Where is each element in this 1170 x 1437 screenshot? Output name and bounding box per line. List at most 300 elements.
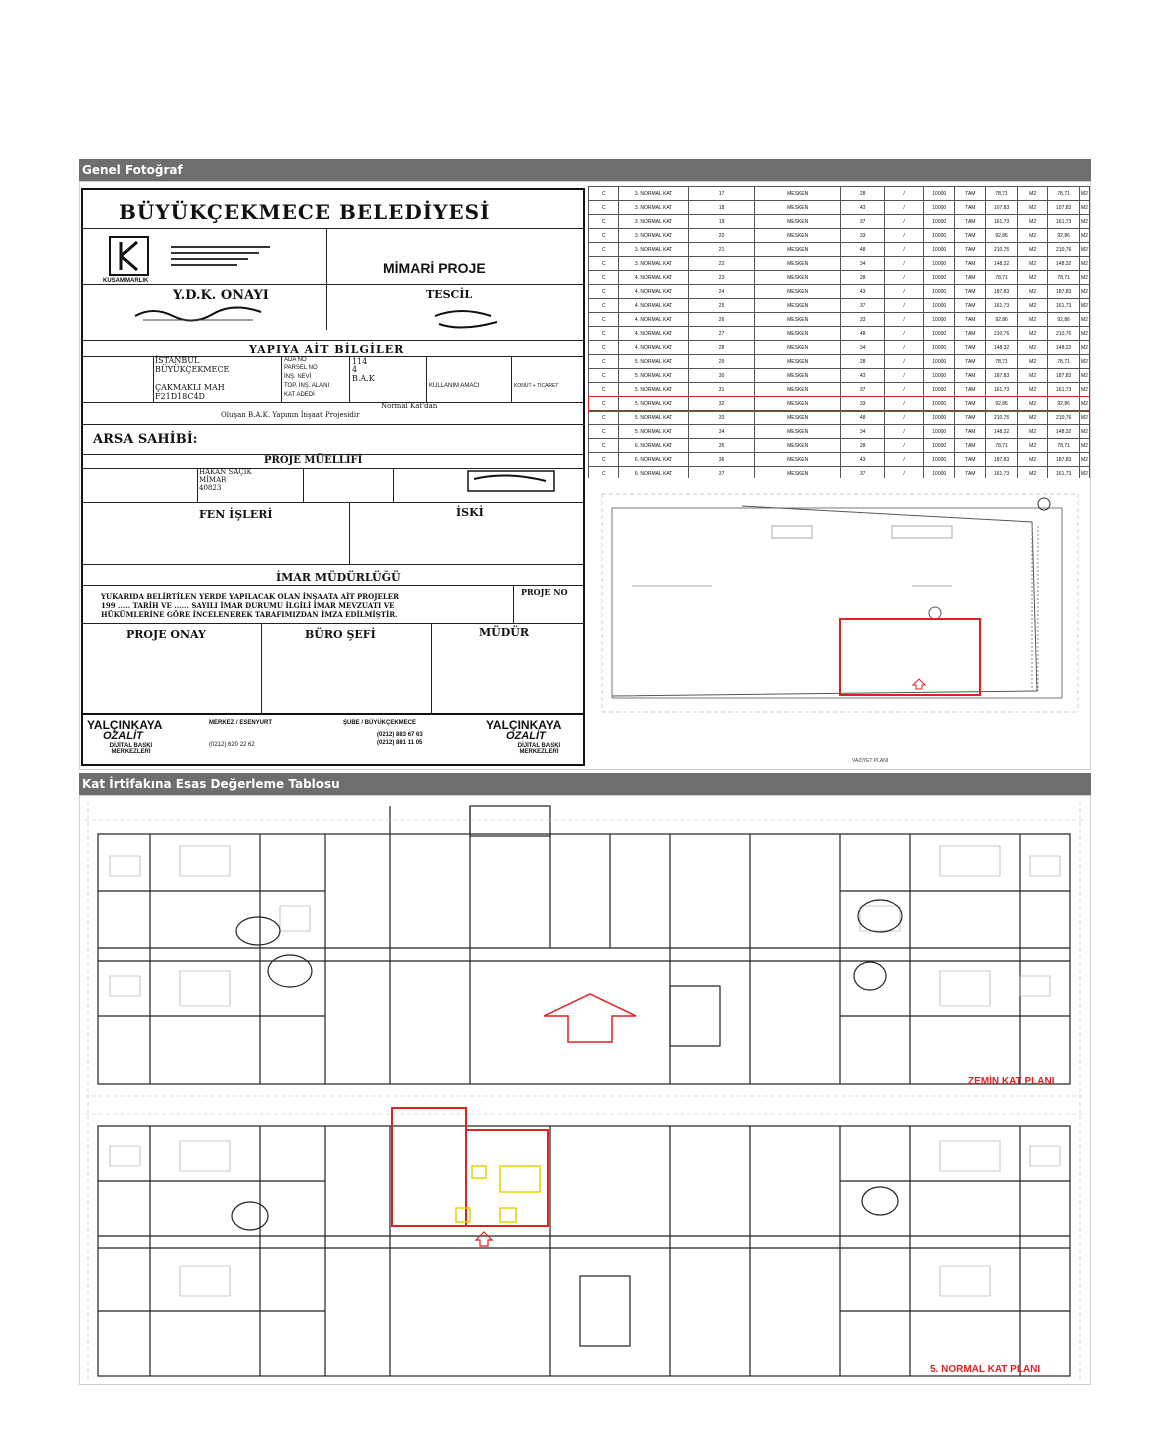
floor-note-2: Oluşan B.A.K. Yapının İnşaat Projesidir — [221, 411, 360, 419]
unit-cell-block: C — [589, 425, 619, 439]
architect-firm: KUSAMMARLIK — [103, 278, 149, 284]
section-header-valuation-table: Kat İrtifakına Esas Değerleme Tablosu — [79, 773, 1091, 795]
site-plan-highlight — [839, 618, 981, 696]
unit-cell-area2: 92,86 — [1048, 229, 1079, 243]
unit-cell-total: 10000 — [924, 425, 955, 439]
unit-cell-unit2: M2 — [1079, 201, 1089, 215]
unit-cell-no: 18 — [688, 201, 754, 215]
unit-cell-unit: M2 — [1017, 467, 1048, 479]
usage-value: KONUT + TİCARET — [514, 383, 559, 389]
project-approval: PROJE ONAY — [126, 628, 206, 641]
unit-cell-share: 28 — [841, 355, 885, 369]
unit-cell-block: C — [589, 243, 619, 257]
unit-cell-status: TAM — [955, 425, 986, 439]
unit-cell-unit: M2 — [1017, 243, 1048, 257]
unit-cell-unit: M2 — [1017, 285, 1048, 299]
unit-cell-total: 10000 — [924, 271, 955, 285]
unit-cell-block: C — [589, 271, 619, 285]
unit-cell-no: 27 — [688, 327, 754, 341]
unit-cell-floor: 3. NORMAL KAT — [619, 215, 689, 229]
unit-cell-area2: 187,83 — [1048, 453, 1079, 467]
unit-cell-area: 78,71 — [986, 355, 1017, 369]
unit-cell-total: 10000 — [924, 327, 955, 341]
ada-value: 114 — [352, 357, 368, 366]
unit-cell-slash: / — [885, 425, 924, 439]
unit-cell-use: MESKEN — [755, 369, 841, 383]
zoning-text-3: HÜKÜMLERİNE GÖRE İNCELENEREK TARAFIMIZDAN İMZA EDİLMİŞTİR. — [101, 610, 398, 619]
municipality-title: BÜYÜKÇEKMECE BELEDİYESİ — [119, 200, 491, 224]
unit-cell-area2: 187,83 — [1048, 369, 1079, 383]
unit-cell-area: 92,86 — [986, 397, 1017, 411]
unit-cell-block: C — [589, 299, 619, 313]
parsel-label: PARSEL NO — [284, 365, 318, 371]
fen-isleri: FEN İŞLERİ — [199, 508, 273, 521]
registration-stamp — [431, 306, 501, 336]
unit-cell-block: C — [589, 439, 619, 453]
unit-cell-share: 48 — [841, 243, 885, 257]
zoning-office: İMAR MÜDÜRLÜĞÜ — [276, 571, 401, 584]
unit-cell-floor: 4. NORMAL KAT — [619, 299, 689, 313]
unit-cell-use: MESKEN — [755, 257, 841, 271]
unit-cell-slash: / — [885, 229, 924, 243]
land-owner: ARSA SAHİBİ: — [93, 432, 198, 447]
unit-cell-share: 28 — [841, 271, 885, 285]
unit-cell-total: 10000 — [924, 453, 955, 467]
unit-cell-floor: 4. NORMAL KAT — [619, 327, 689, 341]
unit-cell-share: 48 — [841, 411, 885, 425]
unit-cell-unit: M2 — [1017, 299, 1048, 313]
unit-table-row — [589, 355, 1090, 369]
unit-cell-use: MESKEN — [755, 439, 841, 453]
unit-cell-share: 34 — [841, 257, 885, 271]
unit-cell-use: MESKEN — [755, 187, 841, 201]
unit-cell-unit2: M2 — [1079, 271, 1089, 285]
unit-cell-no: 19 — [688, 215, 754, 229]
unit-cell-status: TAM — [955, 215, 986, 229]
unit-table-row — [589, 285, 1090, 299]
unit-cell-no: 26 — [688, 313, 754, 327]
unit-cell-share: 37 — [841, 215, 885, 229]
unit-table-row — [589, 383, 1090, 397]
unit-cell-unit: M2 — [1017, 271, 1048, 285]
unit-cell-status: TAM — [955, 285, 986, 299]
unit-cell-use: MESKEN — [755, 383, 841, 397]
registration-label: TESCİL — [426, 288, 473, 301]
printer-right-sub: DİJİTAL BASKI MERKEZLERİ — [517, 743, 561, 755]
unit-cell-total: 10000 — [924, 383, 955, 397]
unit-cell-unit2: M2 — [1079, 411, 1089, 425]
unit-cell-block: C — [589, 257, 619, 271]
unit-cell-block: C — [589, 453, 619, 467]
unit-cell-area: 161,73 — [986, 299, 1017, 313]
unit-cell-no: 29 — [688, 355, 754, 369]
printer-left-name: YALÇINKAYA — [87, 718, 163, 732]
unit-table-row — [589, 313, 1090, 327]
unit-cell-area2: 210,76 — [1048, 243, 1079, 257]
unit-cell-use: MESKEN — [755, 467, 841, 479]
map-sheet-value: F21D18C4D — [155, 392, 205, 401]
unit-cell-area: 78,71 — [986, 187, 1017, 201]
unit-cell-unit2: M2 — [1079, 467, 1089, 479]
unit-cell-unit: M2 — [1017, 327, 1048, 341]
unit-cell-share: 37 — [841, 383, 885, 397]
unit-cell-slash: / — [885, 243, 924, 257]
unit-cell-status: TAM — [955, 187, 986, 201]
usage-label: KULLANIM AMACI — [429, 383, 480, 389]
unit-cell-no: 22 — [688, 257, 754, 271]
unit-table-row — [589, 467, 1090, 479]
unit-cell-total: 10000 — [924, 187, 955, 201]
unit-cell-block: C — [589, 341, 619, 355]
unit-cell-use: MESKEN — [755, 215, 841, 229]
unit-table-row — [589, 243, 1090, 257]
author-name: HAKAN SAÇIK — [199, 468, 252, 476]
unit-cell-block: C — [589, 467, 619, 479]
unit-cell-use: MESKEN — [755, 271, 841, 285]
unit-cell-unit2: M2 — [1079, 425, 1089, 439]
ydk-signature — [133, 304, 263, 324]
unit-cell-floor: 4. NORMAL KAT — [619, 285, 689, 299]
unit-cell-area: 148,32 — [986, 341, 1017, 355]
unit-cell-status: TAM — [955, 411, 986, 425]
unit-cell-use: MESKEN — [755, 327, 841, 341]
unit-cell-unit: M2 — [1017, 397, 1048, 411]
printer-center: MERKEZ / ESENYURT — [209, 720, 273, 726]
unit-cell-use: MESKEN — [755, 201, 841, 215]
unit-cell-use: MESKEN — [755, 425, 841, 439]
unit-cell-slash: / — [885, 383, 924, 397]
unit-cell-unit2: M2 — [1079, 439, 1089, 453]
unit-table-row — [589, 397, 1090, 411]
director: MÜDÜR — [479, 626, 530, 639]
unit-cell-use: MESKEN — [755, 229, 841, 243]
unit-cell-unit2: M2 — [1079, 229, 1089, 243]
unit-cell-share: 28 — [841, 439, 885, 453]
unit-cell-no: 37 — [688, 467, 754, 479]
district-value: BÜYÜKÇEKMECE — [155, 365, 230, 374]
unit-cell-floor: 6. NORMAL KAT — [619, 453, 689, 467]
unit-cell-use: MESKEN — [755, 299, 841, 313]
construction-value: B.A.K — [352, 374, 375, 383]
unit-cell-block: C — [589, 411, 619, 425]
unit-cell-share: 43 — [841, 369, 885, 383]
unit-cell-floor: 5. NORMAL KAT — [619, 369, 689, 383]
unit-cell-status: TAM — [955, 271, 986, 285]
unit-cell-total: 10000 — [924, 369, 955, 383]
site-plan-label: VAZİYET PLANI — [852, 758, 889, 764]
unit-table-row — [589, 425, 1090, 439]
unit-table-row — [589, 327, 1090, 341]
unit-cell-no: 24 — [688, 285, 754, 299]
unit-cell-slash: / — [885, 453, 924, 467]
unit-cell-block: C — [589, 327, 619, 341]
unit-cell-no: 23 — [688, 271, 754, 285]
iski: İSKİ — [456, 506, 484, 519]
unit-cell-use: MESKEN — [755, 313, 841, 327]
unit-cell-total: 10000 — [924, 215, 955, 229]
province-value: İSTANBUL — [155, 356, 200, 365]
firm-address-block — [171, 242, 281, 278]
printer-phone-1: (0212) 883 67 63 — [377, 732, 423, 738]
unit-cell-area2: 161,73 — [1048, 299, 1079, 313]
unit-cell-unit: M2 — [1017, 453, 1048, 467]
unit-cell-slash: / — [885, 355, 924, 369]
unit-cell-floor: 3. NORMAL KAT — [619, 257, 689, 271]
unit-cell-slash: / — [885, 327, 924, 341]
printer-branch: ŞUBE / BÜYÜKÇEKMECE — [343, 720, 417, 726]
unit-table-row — [589, 411, 1090, 425]
unit-cell-slash: / — [885, 341, 924, 355]
unit-cell-area: 148,32 — [986, 257, 1017, 271]
unit-cell-no: 30 — [688, 369, 754, 383]
project-type: MİMARİ PROJE — [383, 260, 486, 276]
unit-table-row — [589, 215, 1090, 229]
unit-cell-share: 37 — [841, 467, 885, 479]
unit-cell-unit2: M2 — [1079, 453, 1089, 467]
unit-cell-unit2: M2 — [1079, 327, 1089, 341]
building-info-title: YAPIYA AİT BİLGİLER — [249, 343, 405, 356]
ada-label: ADA NO — [284, 357, 307, 363]
unit-cell-area: 187,83 — [986, 453, 1017, 467]
unit-cell-status: TAM — [955, 229, 986, 243]
author-stamp — [466, 469, 556, 493]
zoning-text-1: YUKARIDA BELİRTİLEN YERDE YAPILACAK OLAN İNŞAATA AİT PROJELER — [101, 592, 399, 601]
unit-cell-status: TAM — [955, 341, 986, 355]
unit-cell-area: 92,86 — [986, 313, 1017, 327]
unit-cell-no: 20 — [688, 229, 754, 243]
unit-cell-area: 210,76 — [986, 411, 1017, 425]
unit-cell-no: 17 — [688, 187, 754, 201]
unit-cell-total: 10000 — [924, 341, 955, 355]
unit-cell-share: 43 — [841, 201, 885, 215]
unit-table-row — [589, 299, 1090, 313]
unit-cell-total: 10000 — [924, 201, 955, 215]
unit-cell-slash: / — [885, 271, 924, 285]
unit-cell-slash: / — [885, 187, 924, 201]
unit-cell-status: TAM — [955, 453, 986, 467]
unit-cell-floor: 4. NORMAL KAT — [619, 313, 689, 327]
unit-cell-unit2: M2 — [1079, 355, 1089, 369]
unit-cell-area2: 78,71 — [1048, 187, 1079, 201]
unit-cell-total: 10000 — [924, 411, 955, 425]
ydk-approval: Y.D.K. ONAYI — [173, 288, 269, 303]
unit-cell-total: 10000 — [924, 467, 955, 479]
unit-cell-total: 10000 — [924, 229, 955, 243]
unit-cell-share: 43 — [841, 453, 885, 467]
author-no: 40823 — [199, 484, 222, 492]
unit-cell-slash: / — [885, 467, 924, 479]
site-plan — [592, 486, 1088, 766]
unit-cell-area2: 148,32 — [1048, 341, 1079, 355]
unit-cell-no: 34 — [688, 425, 754, 439]
unit-cell-status: TAM — [955, 397, 986, 411]
unit-cell-unit: M2 — [1017, 229, 1048, 243]
printer-left-brand: OZALİT — [103, 730, 143, 742]
unit-cell-floor: 5. NORMAL KAT — [619, 397, 689, 411]
unit-cell-block: C — [589, 397, 619, 411]
architect-logo — [109, 236, 149, 276]
author-title: MİMAR — [199, 476, 227, 484]
unit-cell-share: 33 — [841, 397, 885, 411]
title-block — [81, 188, 585, 766]
unit-cell-share: 33 — [841, 313, 885, 327]
ground-floor-plan-label: ZEMİN KAT PLANI — [968, 1076, 1055, 1087]
unit-cell-floor: 5. NORMAL KAT — [619, 425, 689, 439]
unit-cell-area: 187,83 — [986, 285, 1017, 299]
unit-cell-use: MESKEN — [755, 411, 841, 425]
unit-cell-unit: M2 — [1017, 425, 1048, 439]
unit-cell-area: 210,76 — [986, 243, 1017, 257]
unit-cell-status: TAM — [955, 257, 986, 271]
unit-cell-total: 10000 — [924, 257, 955, 271]
unit-cell-area2: 210,76 — [1048, 411, 1079, 425]
unit-cell-area2: 161,73 — [1048, 467, 1079, 479]
unit-cell-use: MESKEN — [755, 355, 841, 369]
unit-cell-slash: / — [885, 397, 924, 411]
neighborhood-value: ÇAKMAKLI MAH — [155, 383, 225, 392]
unit-cell-total: 10000 — [924, 299, 955, 313]
unit-cell-status: TAM — [955, 201, 986, 215]
unit-cell-block: C — [589, 369, 619, 383]
unit-cell-block: C — [589, 285, 619, 299]
unit-cell-no: 21 — [688, 243, 754, 257]
unit-cell-area2: 161,73 — [1048, 215, 1079, 229]
unit-cell-slash: / — [885, 215, 924, 229]
printer-footer — [81, 718, 585, 764]
unit-cell-no: 28 — [688, 341, 754, 355]
unit-cell-area2: 148,32 — [1048, 425, 1079, 439]
unit-cell-unit: M2 — [1017, 411, 1048, 425]
unit-cell-unit2: M2 — [1079, 383, 1089, 397]
floor-count-label: KAT ADEDİ — [284, 392, 315, 398]
unit-cell-no: 32 — [688, 397, 754, 411]
construction-label: İNŞ. NEVİ — [284, 374, 312, 380]
unit-cell-total: 10000 — [924, 355, 955, 369]
total-area-label: TOP. İNŞ. ALANI — [284, 383, 330, 389]
unit-cell-area: 92,86 — [986, 229, 1017, 243]
unit-cell-area: 161,73 — [986, 215, 1017, 229]
unit-cell-total: 10000 — [924, 285, 955, 299]
unit-cell-area2: 107,83 — [1048, 201, 1079, 215]
unit-cell-unit: M2 — [1017, 215, 1048, 229]
unit-cell-block: C — [589, 215, 619, 229]
unit-cell-unit: M2 — [1017, 383, 1048, 397]
unit-table-row — [589, 271, 1090, 285]
unit-cell-status: TAM — [955, 313, 986, 327]
unit-cell-no: 33 — [688, 411, 754, 425]
unit-cell-area2: 148,32 — [1048, 257, 1079, 271]
unit-cell-unit2: M2 — [1079, 397, 1089, 411]
unit-cell-unit: M2 — [1017, 201, 1048, 215]
unit-cell-unit: M2 — [1017, 355, 1048, 369]
unit-cell-floor: 6. NORMAL KAT — [619, 439, 689, 453]
unit-table-row — [589, 257, 1090, 271]
unit-cell-use: MESKEN — [755, 397, 841, 411]
unit-cell-unit2: M2 — [1079, 369, 1089, 383]
unit-cell-slash: / — [885, 201, 924, 215]
parsel-value: 4 — [352, 365, 358, 374]
unit-cell-status: TAM — [955, 243, 986, 257]
unit-cell-use: MESKEN — [755, 453, 841, 467]
floor-plans-drawing — [80, 796, 1090, 1384]
unit-table-row — [589, 369, 1090, 383]
unit-table-row — [589, 439, 1090, 453]
unit-cell-share: 37 — [841, 299, 885, 313]
unit-table-wrapper — [588, 186, 1090, 478]
unit-cell-floor: 5. NORMAL KAT — [619, 383, 689, 397]
unit-table-row — [589, 201, 1090, 215]
unit-cell-no: 35 — [688, 439, 754, 453]
unit-cell-unit: M2 — [1017, 341, 1048, 355]
unit-cell-unit2: M2 — [1079, 341, 1089, 355]
unit-cell-unit: M2 — [1017, 313, 1048, 327]
unit-cell-unit: M2 — [1017, 187, 1048, 201]
unit-cell-status: TAM — [955, 383, 986, 397]
unit-cell-unit: M2 — [1017, 257, 1048, 271]
unit-cell-area: 107,83 — [986, 201, 1017, 215]
unit-cell-share: 28 — [841, 187, 885, 201]
unit-table-row — [589, 341, 1090, 355]
unit-cell-share: 33 — [841, 229, 885, 243]
zoning-text-2: 199 ..... TARİH VE ...... SAYILI İMAR DURUMU İLGİLİ İMAR MEVZUATI VE — [101, 601, 395, 610]
unit-cell-block: C — [589, 383, 619, 397]
unit-table-row — [589, 453, 1090, 467]
unit-cell-block: C — [589, 313, 619, 327]
unit-cell-floor: 5. NORMAL KAT — [619, 411, 689, 425]
unit-cell-floor: 3. NORMAL KAT — [619, 187, 689, 201]
unit-cell-block: C — [589, 229, 619, 243]
unit-cell-share: 34 — [841, 341, 885, 355]
unit-cell-floor: 3. NORMAL KAT — [619, 201, 689, 215]
unit-cell-block: C — [589, 355, 619, 369]
unit-cell-share: 43 — [841, 285, 885, 299]
unit-table-row — [589, 187, 1090, 201]
fifth-floor-plan-label: 5. NORMAL KAT PLANI — [930, 1364, 1041, 1375]
unit-cell-block: C — [589, 187, 619, 201]
unit-cell-floor: 5. NORMAL KAT — [619, 355, 689, 369]
unit-cell-share: 48 — [841, 327, 885, 341]
unit-cell-no: 31 — [688, 383, 754, 397]
unit-cell-total: 10000 — [924, 243, 955, 257]
unit-cell-area: 148,32 — [986, 425, 1017, 439]
unit-cell-floor: 4. NORMAL KAT — [619, 341, 689, 355]
unit-cell-floor: 3. NORMAL KAT — [619, 243, 689, 257]
unit-cell-no: 36 — [688, 453, 754, 467]
floor-note-1: Normal Kat'dan — [381, 402, 438, 410]
unit-cell-floor: 3. NORMAL KAT — [619, 229, 689, 243]
unit-cell-status: TAM — [955, 467, 986, 479]
unit-cell-floor: 4. NORMAL KAT — [619, 271, 689, 285]
project-no: PROJE NO — [521, 587, 568, 597]
unit-cell-area: 78,71 — [986, 439, 1017, 453]
unit-cell-area2: 210,76 — [1048, 327, 1079, 341]
section-header-general-photo: Genel Fotoğraf — [79, 159, 1091, 181]
printer-phone-3: (0212) 620 22 62 — [209, 742, 255, 748]
unit-cell-slash: / — [885, 285, 924, 299]
unit-cell-unit2: M2 — [1079, 215, 1089, 229]
office-chief: BÜRO ŞEFİ — [305, 628, 376, 641]
unit-cell-slash: / — [885, 411, 924, 425]
unit-cell-share: 34 — [841, 425, 885, 439]
unit-table-row — [589, 229, 1090, 243]
unit-cell-area: 210,76 — [986, 327, 1017, 341]
unit-cell-area: 161,73 — [986, 383, 1017, 397]
unit-cell-status: TAM — [955, 327, 986, 341]
unit-cell-unit: M2 — [1017, 369, 1048, 383]
printer-left-sub: DİJİTAL BASKI MERKEZLERİ — [109, 743, 153, 755]
unit-cell-unit2: M2 — [1079, 187, 1089, 201]
unit-cell-status: TAM — [955, 299, 986, 313]
